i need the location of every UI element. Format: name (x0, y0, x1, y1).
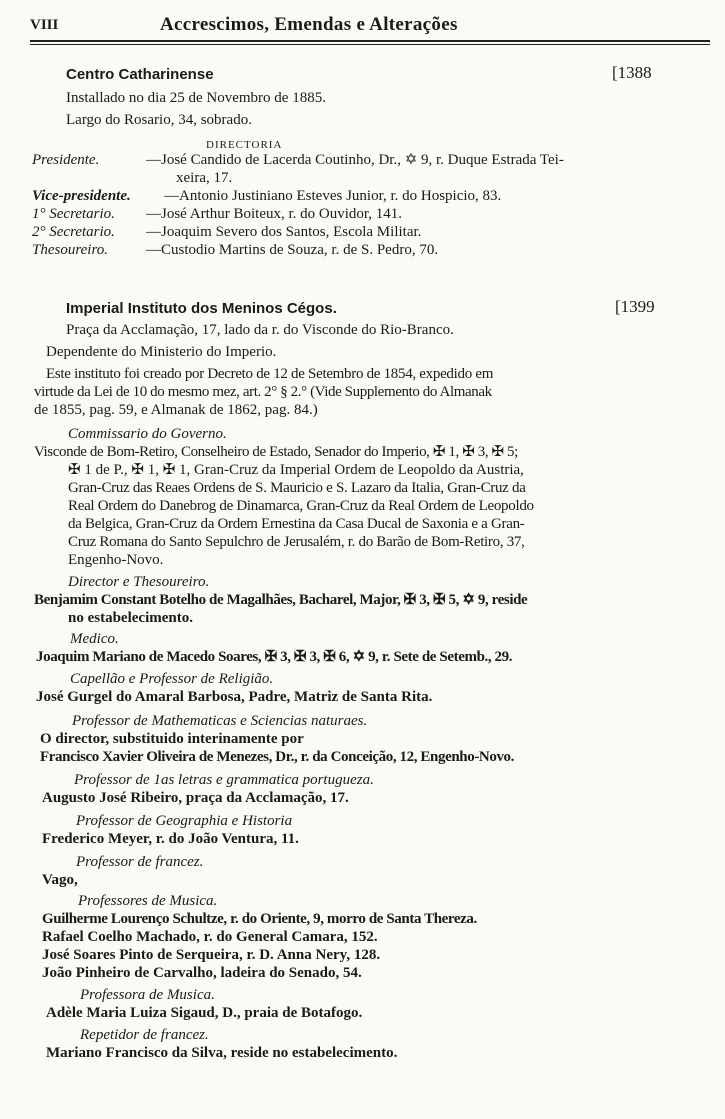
francez-heading: Professor de francez. (76, 854, 204, 870)
musica-heading: Professores de Musica. (78, 893, 218, 909)
capellao-heading: Capellão e Professor de Religião. (70, 671, 274, 687)
geografia-line: Frederico Meyer, r. do João Ventura, 11. (42, 831, 299, 847)
visconde-line-4: Real Ordem do Danebrog de Dinamarca, Gran-Cruz da Real Ordem de Leopoldo (68, 498, 534, 514)
treasurer-value: —Custodio Martins de Souza, r. de S. Pedro, 70. (146, 242, 439, 258)
running-title: Accrescimos, Emendas e Alterações (160, 14, 458, 35)
professora-heading: Professora de Musica. (80, 987, 215, 1003)
instituto-address: Praça da Acclamação, 17, lado da r. do Visconde do Rio-Branco. (66, 322, 454, 338)
musica-line-1: Guilherme Lourenço Schultze, r. do Oriente, 9, morro de Santa Thereza. (42, 911, 477, 927)
director-line-1: Benjamim Constant Botelho de Magalhães, Bacharel, Major, ✠ 3, ✠ 5, ✡ 9, reside (34, 592, 528, 608)
commissario-heading: Commissario do Governo. (68, 426, 227, 442)
medico-heading: Medico. (70, 631, 119, 647)
president-label: Presidente. (32, 152, 100, 168)
section-title-instituto: Imperial Instituto dos Meninos Cégos. (66, 300, 337, 317)
first-secretary-value: —José Arthur Boiteux, r. do Ouvidor, 141. (146, 206, 403, 222)
instituto-dependent: Dependente do Ministerio do Imperio. (46, 344, 277, 360)
letras-line: Augusto José Ribeiro, praça da Acclamação, 17. (42, 790, 349, 806)
second-secretary-value: —Joaquim Severo dos Santos, Escola Militar. (146, 224, 422, 240)
president-value: —José Candido de Lacerda Coutinho, Dr., ✡ 9, r. Duque Estrada Tei- (146, 152, 564, 168)
section-ref-instituto: [1399 (615, 297, 655, 316)
header-rule-thin (30, 44, 710, 45)
math-line-2: Francisco Xavier Oliveira de Menezes, Dr., r. da Conceição, 12, Engenho-Novo. (40, 749, 515, 765)
vice-president-label: Vice-presidente. (32, 188, 131, 204)
repetidor-line: Mariano Francisco da Silva, reside no estabelecimento. (46, 1045, 398, 1061)
section-ref-centro: [1388 (612, 63, 652, 82)
musica-line-3: José Soares Pinto de Serqueira, r. D. Anna Nery, 128. (42, 947, 381, 963)
visconde-line-5: da Belgica, Gran-Cruz da Ordem Ernestina da Casa Ducal de Saxonia e a Gran- (68, 516, 525, 532)
history-line-1: Este instituto foi creado por Decreto de 12 de Setembro de 1854, expedido em (46, 366, 494, 382)
header-rule (30, 40, 710, 42)
treasurer-label: Thesoureiro. (32, 242, 108, 258)
director-line-2: no estabelecimento. (68, 610, 193, 626)
centro-installed: Installado no dia 25 de Novembro de 1885. (66, 90, 326, 106)
director-heading: Director e Thesoureiro. (68, 574, 210, 590)
letras-heading: Professor de 1as letras e grammatica portugueza. (74, 772, 374, 788)
vice-president-value: —Antonio Justiniano Esteves Junior, r. do Hospicio, 83. (164, 188, 502, 204)
medico-line: Joaquim Mariano de Macedo Soares, ✠ 3, ✠ 3, ✠ 6, ✡ 9, r. Sete de Setemb., 29. (36, 649, 513, 665)
page-number: VIII (30, 17, 59, 33)
professora-line: Adèle Maria Luiza Sigaud, D., praia de Botafogo. (46, 1005, 363, 1021)
second-secretary-label: 2° Secretario. (32, 224, 115, 240)
francez-line: Vago, (42, 872, 78, 888)
section-title-centro: Centro Catharinense (66, 66, 214, 83)
president-value-cont: xeira, 17. (176, 170, 233, 186)
visconde-line-1: Visconde de Bom-Retiro, Conselheiro de Estado, Senador do Imperio, ✠ 1, ✠ 3, ✠ 5; (34, 444, 518, 460)
visconde-line-7: Engenho-Novo. (68, 552, 164, 568)
visconde-line-2: ✠ 1 de P., ✠ 1, ✠ 1, Gran-Cruz da Imperial Ordem de Leopoldo da Austria, (68, 462, 524, 478)
geografia-heading: Professor de Geographia e Historia (76, 813, 293, 829)
first-secretary-label: 1° Secretario. (32, 206, 115, 222)
history-line-2: virtude da Lei de 10 do mesmo mez, art. 2° § 2.° (Vide Supplemento do Almanak (34, 384, 492, 400)
visconde-line-3: Gran-Cruz das Reaes Ordens de S. Mauricio e S. Lazaro da Italia, Gran-Cruz da (68, 480, 526, 496)
musica-line-2: Rafael Coelho Machado, r. do General Camara, 152. (42, 929, 378, 945)
centro-address: Largo do Rosario, 34, sobrado. (66, 112, 252, 128)
history-line-3: de 1855, pag. 59, e Almanak de 1862, pag. 84.) (34, 402, 318, 418)
musica-line-4: João Pinheiro de Carvalho, ladeira do Senado, 54. (42, 965, 362, 981)
repetidor-heading: Repetidor de francez. (80, 1027, 209, 1043)
math-heading: Professor de Mathematicas e Sciencias naturaes. (72, 713, 368, 729)
math-line-1: O director, substituido interinamente por (40, 731, 304, 747)
directory-heading: DIRECTORIA (206, 139, 283, 151)
page-header (30, 12, 710, 42)
visconde-line-6: Cruz Romana do Santo Sepulchro de Jerusalém, r. do Barão de Bom-Retiro, 37, (68, 534, 525, 550)
capellao-line: José Gurgel do Amaral Barbosa, Padre, Matriz de Santa Rita. (36, 689, 433, 705)
